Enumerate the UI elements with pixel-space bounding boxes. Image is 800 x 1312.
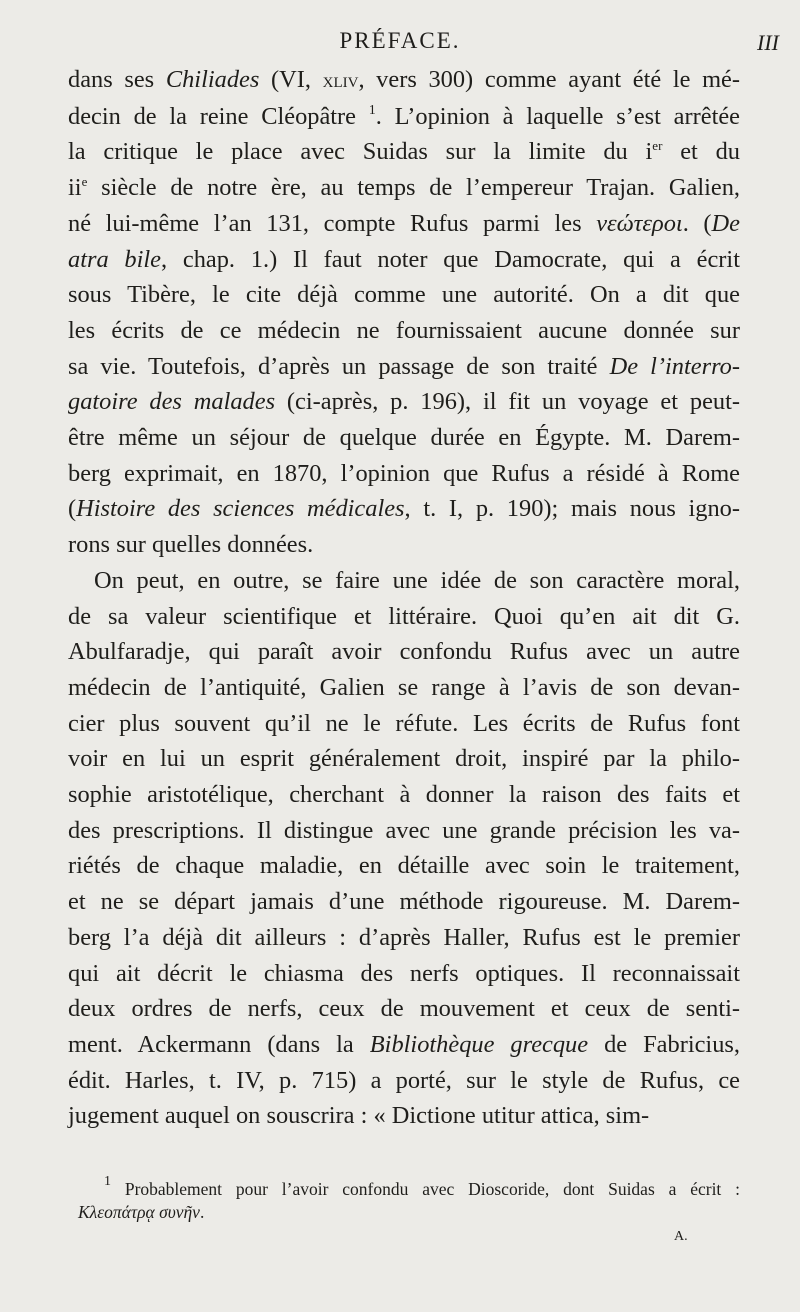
body-text-line: (Histoire des sciences médicales, t. I, p. 190); mais nous igno- bbox=[68, 495, 740, 523]
body-text-line: des prescriptions. Il distingue avec une grande précision les va- bbox=[68, 816, 740, 844]
body-text-line: médecin de l’antiquité, Galien se range à l’avis de son devan- bbox=[68, 673, 740, 701]
footnote-line: $^1$ Probablement pour l’avoir confondu avec Dioscoride, dont Suidas a écrit : bbox=[104, 1174, 740, 1199]
body-text-line: les écrits de ce médecin ne fournissaient aucune donnée sur bbox=[68, 316, 740, 344]
body-text-line: sophie aristotélique, cherchant à donner la raison des faits et bbox=[68, 781, 740, 809]
body-text-line: édit. Harles, t. IV, p. 715) a porté, sur le style de Rufus, ce bbox=[68, 1066, 740, 1094]
body-text-line: decin de la reine Cléopâtre $^1$. L’opinion à laquelle s’est arrêtée bbox=[68, 102, 740, 130]
italic-text: νεώτεροι bbox=[596, 209, 683, 237]
body-text-line: Abulfaradje, qui paraît avoir confondu Rufus avec un autre bbox=[68, 638, 740, 666]
small-caps-text: xliv bbox=[322, 68, 359, 92]
body-text-line: et ne se départ jamais d’une méthode rigoureuse. M. Darem- bbox=[68, 888, 740, 916]
body-text-line: sous Tibère, le cite déjà comme une autorité. On a dit que bbox=[68, 281, 740, 309]
body-text-line: jugement auquel on souscrira : « Dictione utitur attica, sim- bbox=[68, 1102, 650, 1130]
page-number: III bbox=[757, 30, 779, 55]
footnote bbox=[78, 1174, 740, 1224]
body-text-line: être même un séjour de quelque durée en Égypte. M. Darem- bbox=[68, 424, 740, 452]
italic-text: Histoire des sciences médicales bbox=[76, 495, 405, 523]
superscript: er bbox=[652, 138, 663, 154]
italic-text: De l’interro- bbox=[609, 352, 740, 380]
body-text-line: riétés de chaque maladie, en détaille avec soin le traitement, bbox=[68, 852, 740, 880]
body-text-line: dans ses Chiliades (VI, xliv, vers 300) comme ayant été le mé- bbox=[68, 66, 740, 93]
body-text-line: berg l’a déjà dit ailleurs : d’après Haller, Rufus est le premier bbox=[68, 923, 740, 951]
body-text-line: né lui-même l’an 131, compte Rufus parmi les νεώτεροι. (De bbox=[68, 209, 740, 237]
italic-text: De bbox=[711, 209, 740, 237]
italic-text: Bibliothèque grecque bbox=[369, 1030, 589, 1058]
running-title: PRÉFACE. bbox=[339, 28, 461, 53]
signature-mark: A. bbox=[674, 1229, 688, 1244]
footnote-line: Κλεοπάτρᾳ συνῆν. bbox=[78, 1202, 205, 1222]
italic-text: Κλεοπάτρᾳ συνῆν bbox=[78, 1202, 200, 1222]
body-text-line: atra bile, chap. 1.) Il faut noter que Damocrate, qui a écrit bbox=[68, 245, 740, 273]
body-text-line: ment. Ackermann (dans la Bibliothèque grecque de Fabricius, bbox=[68, 1030, 740, 1058]
footnote-marker: 1 bbox=[104, 1174, 111, 1189]
footnote-marker: 1 bbox=[368, 102, 376, 118]
body-text-line: voir en lui un esprit généralement droit, inspiré par la philo- bbox=[68, 745, 740, 773]
body-text-line: la critique le place avec Suidas sur la limite du $i^{er}$ et du bbox=[68, 138, 740, 166]
body-text-line: sa vie. Toutefois, d’après un passage de son traité De l’interro- bbox=[68, 352, 740, 380]
body-text-line: qui ait décrit le chiasma des nerfs optiques. Il reconnaissait bbox=[68, 959, 740, 987]
italic-text: gatoire des malades bbox=[68, 388, 276, 416]
body-text-line: berg exprimait, en 1870, l’opinion que Rufus a résidé à Rome bbox=[68, 459, 740, 487]
body-text-line: cier plus souvent qu’il ne le réfute. Les écrits de Rufus font bbox=[68, 709, 740, 737]
body-text-line: $ii^e$ siècle de notre ère, au temps de l’empereur Trajan. Galien, bbox=[68, 174, 740, 202]
body-text-line: rons sur quelles données. bbox=[68, 531, 314, 559]
superscript: e bbox=[81, 174, 88, 190]
body-text-line: de sa valeur scientifique et littéraire. Quoi qu’en ait dit G. bbox=[68, 602, 740, 630]
italic-text: Chiliades bbox=[165, 66, 260, 93]
body-text bbox=[68, 62, 740, 1134]
italic-text: atra bile bbox=[68, 245, 162, 273]
body-text-line: deux ordres de nerfs, ceux de mouvement et ceux de senti- bbox=[68, 995, 740, 1023]
body-text-line: gatoire des malades (ci-après, p. 196), il fit un voyage et peut- bbox=[68, 388, 740, 416]
body-text-line: On peut, en outre, se faire une idée de son caractère moral, bbox=[94, 566, 740, 594]
